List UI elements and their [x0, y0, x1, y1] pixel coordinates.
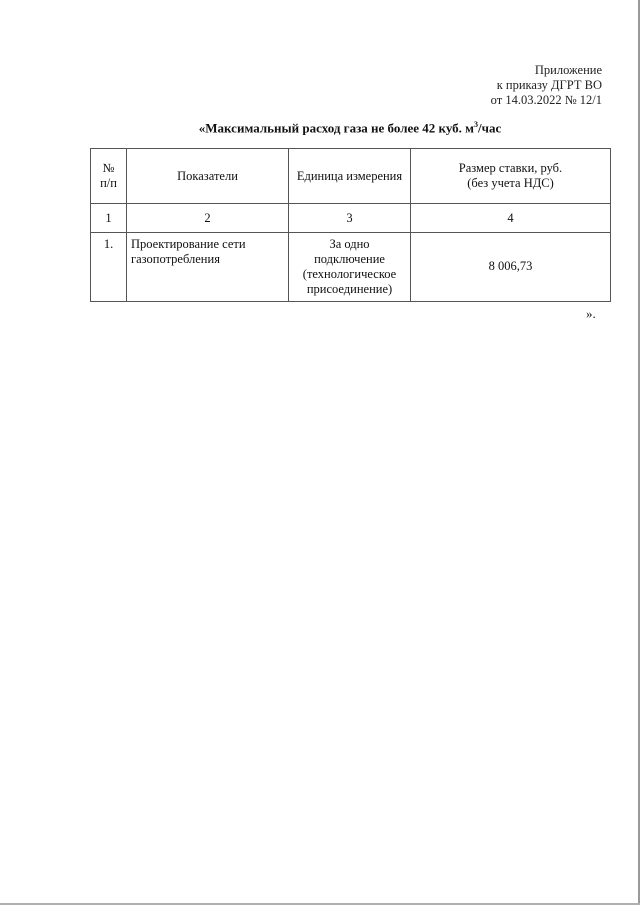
- appendix-line-2: к приказу ДГРТ ВО: [496, 78, 602, 92]
- header-num-line-2: п/п: [100, 176, 117, 190]
- header-indicators: Показатели: [127, 149, 289, 204]
- closing-quote: ».: [586, 306, 596, 321]
- rates-table: [90, 148, 611, 302]
- column-number-4: 4: [411, 204, 611, 233]
- appendix-line-3: от 14.03.2022 № 12/1: [490, 93, 602, 107]
- row-unit-line-2: подключение: [314, 252, 385, 266]
- row-unit-line-4: присоединение): [306, 282, 393, 296]
- row-unit-line-3: (технологическое: [302, 267, 397, 281]
- row-indicator-name: [127, 233, 289, 302]
- appendix-block: [491, 63, 602, 108]
- header-rate-line-1: Размер ставки, руб.: [458, 161, 563, 175]
- title-superscript: 3: [474, 120, 479, 129]
- column-number-2: 2: [127, 204, 289, 233]
- row-rate: 8 006,73: [411, 233, 611, 302]
- column-number-row: [91, 204, 611, 233]
- row-name-line-1: Проектирование сети: [131, 237, 246, 251]
- header-num-line-1: №: [102, 161, 115, 175]
- header-rate-line-2: (без учета НДС): [467, 176, 554, 190]
- header-rate: [411, 149, 611, 204]
- appendix-line-1: Приложение: [534, 63, 602, 77]
- column-number-3: 3: [289, 204, 411, 233]
- row-name-line-2: газопотребления: [131, 252, 220, 266]
- row-unit: [289, 233, 411, 302]
- header-num: [91, 149, 127, 204]
- title-suffix: /час: [478, 120, 502, 136]
- document-title: [90, 120, 610, 136]
- title-prefix: «Максимальный расход газа не более 42 куб. м: [198, 120, 475, 136]
- table-header-row: [91, 149, 611, 204]
- column-number-1: 1: [91, 204, 127, 233]
- row-unit-line-1: За одно: [329, 237, 370, 251]
- row-num: 1.: [91, 233, 127, 302]
- table-row: [91, 233, 611, 302]
- header-unit: Единица измерения: [289, 149, 411, 204]
